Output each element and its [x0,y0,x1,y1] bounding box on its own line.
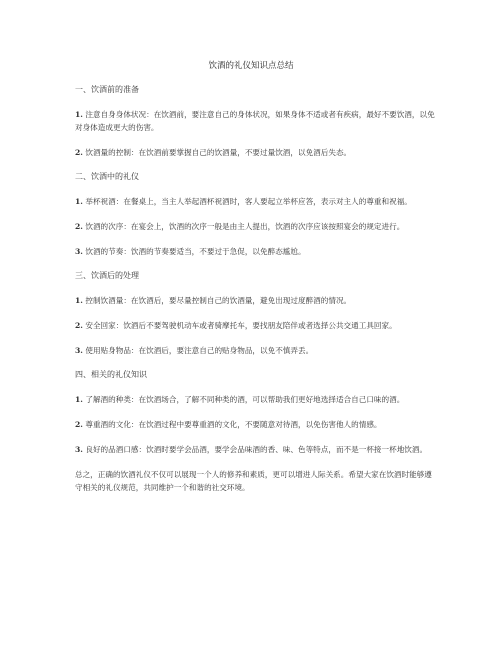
item-text: 控制饮酒量：在饮酒后，要尽量控制自己的饮酒量，避免出现过度醉酒的情况。 [85,296,352,305]
document-title: 饮酒的礼仪知识点总结 [208,61,294,71]
item-number: 3. [75,247,83,256]
section-heading: 二、饮酒中的礼仪 [75,172,139,181]
item-text: 使用贴身物品：在饮酒后，要注意自己的贴身物品，以免不慎弄丢。 [85,346,314,355]
paragraph [75,344,435,357]
paragraph [75,393,435,406]
item-text: 良好的品酒口感：饮酒时要学会品酒，要学会品味酒的香、味、色等特点，而不是一杯接一杯地饮酒。 [85,445,428,454]
item-number: 2. [75,420,83,429]
item-number: 1. [75,296,83,305]
item-number: 1. [75,197,83,206]
section-heading: 一、饮酒前的准备 [75,85,139,94]
item-text: 了解酒的种类：在饮酒场合，了解不同种类的酒，可以帮助我们更好地选择适合自己口味的酒。 [85,395,405,404]
item-number: 3. [75,346,83,355]
paragraph [75,108,435,134]
item-number: 1. [75,110,83,119]
paragraph [75,443,435,456]
paragraph [75,294,435,307]
item-text: 举杯祝酒：在餐桌上，当主人举起酒杯祝酒时，客人要起立举杯应答，表示对主人的尊重和祝福。 [85,197,412,206]
paragraph [75,146,435,159]
item-number: 2. [75,148,83,157]
paragraph [75,418,435,431]
item-text: 饮酒的次序：在宴会上，饮酒的次序一般是由主人提出，饮酒的次序应该按照宴会的规定进行。 [85,222,405,231]
item-text: 注意自身身体状况：在饮酒前，要注意自己的身体状况，如果身体不适或者有疾病，最好不要饮酒，以免对身体造成更大的伤害。 [75,110,435,132]
section-heading: 三、饮酒后的处理 [75,271,139,280]
item-text: 饮酒量的控制：在饮酒前要掌握自己的饮酒量，不要过量饮酒，以免酒后失态。 [85,148,352,157]
item-number: 2. [75,222,83,231]
paragraph [75,220,435,233]
conclusion-paragraph: 总之，正确的饮酒礼仪不仅可以展现一个人的修养和素质，更可以增进人际关系。希望大家在饮酒时能够遵守相关的礼仪规范，共同维护一个和谐的社交环境。 [75,470,432,492]
item-number: 2. [75,321,83,330]
section-heading: 四、相关的礼仪知识 [75,370,147,379]
paragraph [75,245,435,258]
item-number: 1. [75,395,83,404]
paragraph [75,195,435,208]
item-text: 饮酒的节奏：饮酒的节奏要适当，不要过于急促，以免醉态尴尬。 [85,247,306,256]
paragraph [75,319,435,332]
item-number: 3. [75,445,83,454]
item-text: 尊重酒的文化：在饮酒过程中要尊重酒的文化，不要随意对待酒，以免伤害他人的情感。 [85,420,382,429]
document-body [75,84,435,506]
item-text: 安全回家：饮酒后不要驾驶机动车或者骑摩托车，要找朋友陪伴或者选择公共交通工具回家。 [85,321,397,330]
